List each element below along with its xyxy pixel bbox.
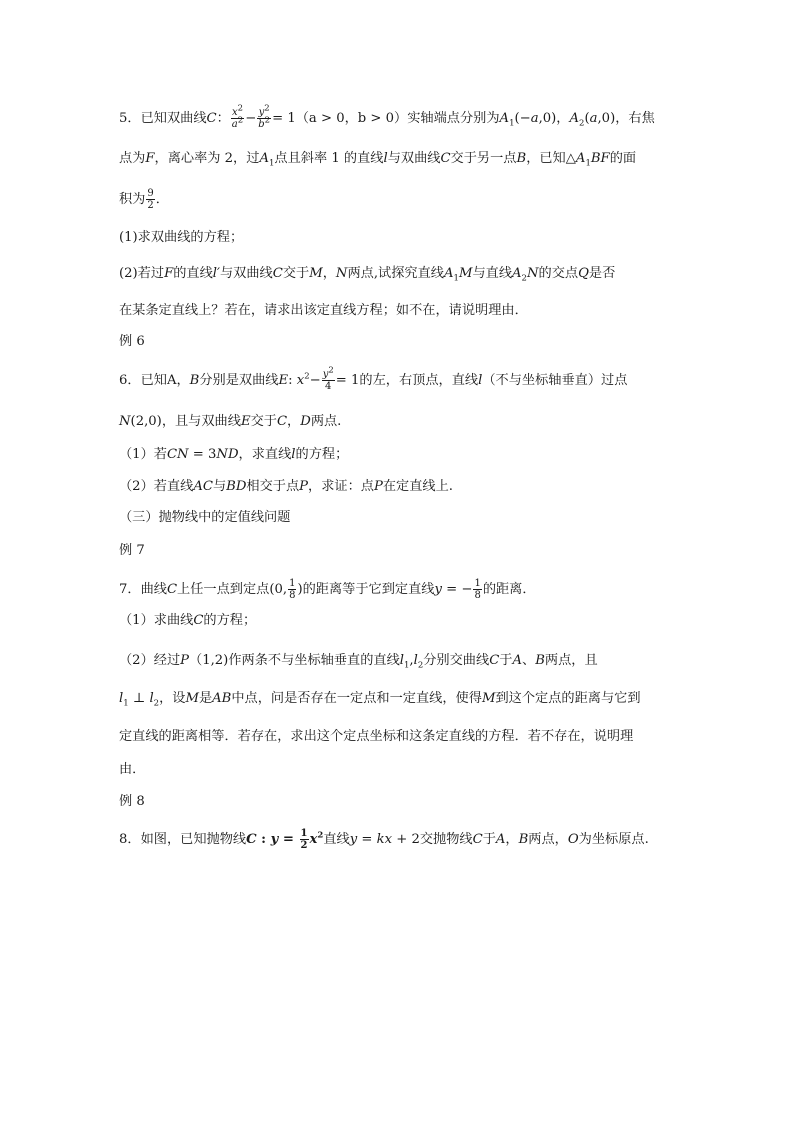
problem-7-question-2: （2）经过P（1,2)作两条不与坐标轴垂直的直线$l_1,l_2$分别交曲线C于A、B两点，且 xyxy=(119,653,598,671)
problem-6-question-1: （1）若CN = 3ND，求直线l的方程； xyxy=(119,447,349,462)
problem-5-question-2: (2)若过F的直线l′与双曲线C交于M，N两点,试探究直线$A_1M$与直线$A_2N$的交点Q是否 xyxy=(119,266,616,284)
example-6-label: 例 6 xyxy=(119,334,145,349)
example-7-label: 例 7 xyxy=(119,543,145,558)
problem-6-line-2: N(2,0)，且与双曲线E交于C，D两点. xyxy=(119,414,342,429)
problem-8-line-1: 8．如图，已知抛物线C : y = $\frac{1}{2}$ $x^2$直线y = kx + 2交抛物线C于A，B两点，O为坐标原点. xyxy=(119,828,649,851)
problem-5-line-2: 点为F，离心率为 2，过$A_1$点且斜率 1 的直线l与双曲线C交于另一点B，已知$\triangle A_1BF$的面 xyxy=(119,151,637,169)
example-8-label: 例 8 xyxy=(119,794,145,809)
problem-6-question-2: （2）若直线AC与BD相交于点P，求证：点P在定直线上. xyxy=(119,479,453,494)
section-heading-3: （三）抛物线中的定值线问题 xyxy=(119,510,291,525)
problem-5-line-3: 积为 $\frac{9}{2}$ ． xyxy=(119,188,169,211)
problem-7-line-1: 7．曲线C上任一点到定点(0, $\frac{1}{8}$ )的距离等于它到定直线y = − $\frac{1}{8}$ 的距离． xyxy=(119,578,536,601)
problem-5-line-1: 5．已知双曲线C： $\frac{x^2}{a^2}$ − $\frac{y^2}{b^2}$ = 1（a > 0，b > 0）实轴端点分别为$A_1(-a,0)$，$A_2(a,0)$，右焦 xyxy=(119,103,655,130)
problem-5-question-2-cont: 在某条定直线上？若在，请求出该定直线方程；如不在，请说明理由． xyxy=(119,303,528,318)
problem-7-question-2-cont-2: 定直线的距离相等．若存在，求出这个定点坐标和这条定直线的方程．若不存在，说明理 xyxy=(119,729,634,744)
problem-7-question-1: （1）求曲线C的方程； xyxy=(119,613,257,628)
problem-6-line-1: 6．已知A，B分别是双曲线E: $x^2-$ $\frac{y^2}{4}$ = 1的左，右顶点，直线l（不与坐标轴垂直）过点 xyxy=(119,365,628,392)
problem-7-question-2-cont-1: $l_1$ ⊥ $l_2$，设M是AB中点，问是否存在一定点和一定直线，使得M到这个定点的距离与它到 xyxy=(119,691,641,709)
problem-7-question-2-cont-3: 由． xyxy=(119,762,146,777)
problem-5-question-1: (1)求双曲线的方程； xyxy=(119,230,244,245)
